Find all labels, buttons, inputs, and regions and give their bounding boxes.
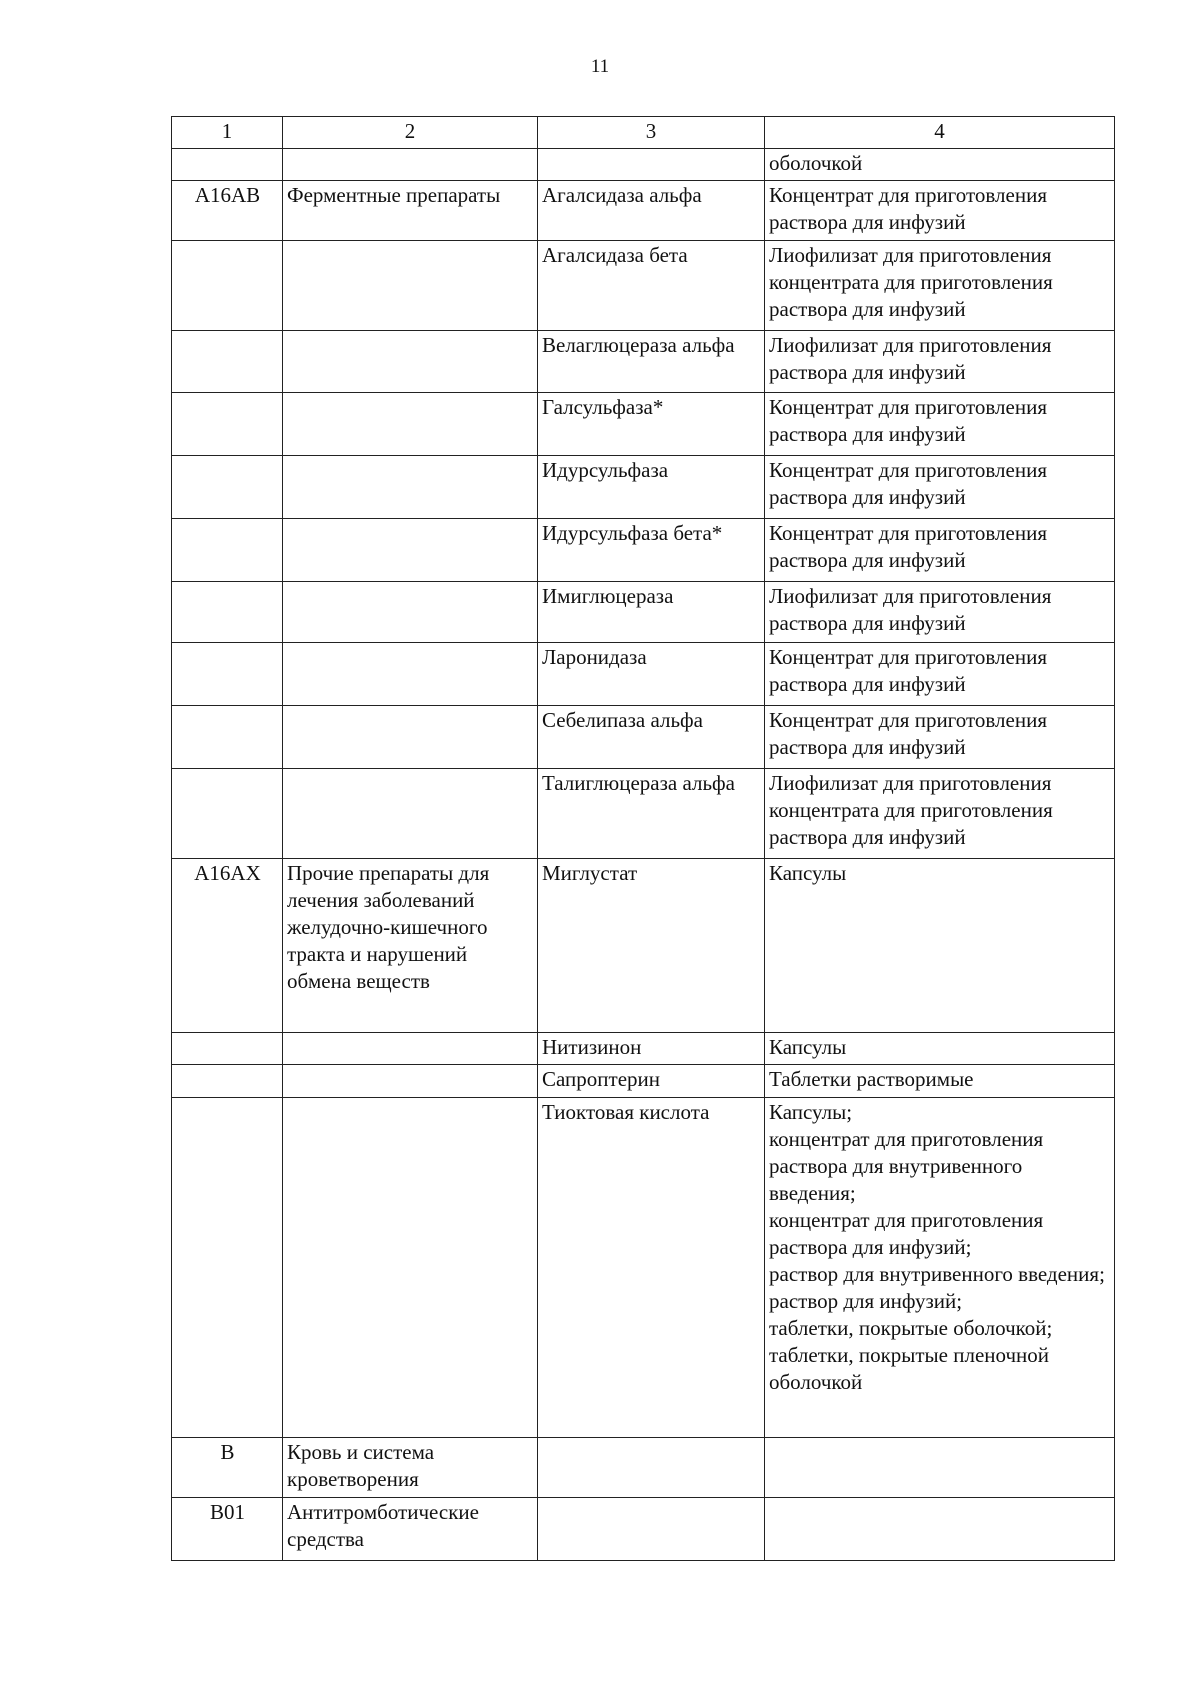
group-name-cell xyxy=(283,456,538,519)
dosage-form-cell: Концентрат для приготовления раствора для инфузий xyxy=(765,519,1115,582)
dosage-form-cell xyxy=(765,1498,1115,1561)
table-row xyxy=(172,456,1115,519)
atc-code-cell xyxy=(172,456,283,519)
atc-code-cell: B01 xyxy=(172,1498,283,1561)
dosage-form-cell: Лиофилизат для приготовления концентрата для приготовления раствора для инфузий xyxy=(765,241,1115,331)
dosage-form-cell: Концентрат для приготовления раствора для инфузий xyxy=(765,181,1115,241)
dosage-form-cell: Концентрат для приготовления раствора для инфузий xyxy=(765,393,1115,456)
group-name-cell: Антитромботические средства xyxy=(283,1498,538,1561)
drug-name-cell: Идурсульфаза бета* xyxy=(538,519,765,582)
atc-code-cell xyxy=(172,331,283,393)
dosage-form-cell: Лиофилизат для приготовления раствора для инфузий xyxy=(765,331,1115,393)
table-row xyxy=(172,331,1115,393)
drug-name-cell: Тиоктовая кислота xyxy=(538,1098,765,1438)
table-row xyxy=(172,1098,1115,1438)
table-row xyxy=(172,1033,1115,1065)
drug-name-cell xyxy=(538,1498,765,1561)
atc-code-cell xyxy=(172,1098,283,1438)
atc-code-cell xyxy=(172,769,283,859)
atc-code-cell xyxy=(172,582,283,643)
atc-code-cell xyxy=(172,241,283,331)
atc-code-cell xyxy=(172,1065,283,1098)
table-row xyxy=(172,241,1115,331)
dosage-form-cell: Капсулы xyxy=(765,859,1115,1033)
drug-name-cell: Сапроптерин xyxy=(538,1065,765,1098)
drug-name-cell: Талиглюцераза альфа xyxy=(538,769,765,859)
drug-name-cell: Себелипаза альфа xyxy=(538,706,765,769)
atc-code-cell xyxy=(172,149,283,181)
atc-code-cell xyxy=(172,643,283,706)
group-name-cell xyxy=(283,582,538,643)
table-row xyxy=(172,706,1115,769)
atc-code-cell xyxy=(172,1033,283,1065)
group-name-cell xyxy=(283,643,538,706)
table-row xyxy=(172,1498,1115,1561)
group-name-cell xyxy=(283,706,538,769)
dosage-form-cell: Капсулы; концентрат для приготовления раствора для внутривенного введения; концентрат для приготовления раствора для инфузий; раствор для внутривенного введения; раствор для инфузий; таблетки, покрытые оболочкой; таблетки, покрытые пленочной оболочкой xyxy=(765,1098,1115,1438)
dosage-form-cell: оболочкой xyxy=(765,149,1115,181)
header-col-4: 4 xyxy=(765,117,1115,149)
atc-code-cell xyxy=(172,706,283,769)
group-name-cell xyxy=(283,769,538,859)
dosage-form-cell xyxy=(765,1438,1115,1498)
drug-name-cell: Идурсульфаза xyxy=(538,456,765,519)
header-row xyxy=(172,117,1115,149)
dosage-form-cell: Лиофилизат для приготовления раствора для инфузий xyxy=(765,582,1115,643)
group-name-cell xyxy=(283,241,538,331)
group-name-cell xyxy=(283,1098,538,1438)
table-row xyxy=(172,643,1115,706)
medication-table xyxy=(171,116,1115,1561)
atc-code-cell: B xyxy=(172,1438,283,1498)
table-row xyxy=(172,181,1115,241)
group-name-cell xyxy=(283,393,538,456)
header-col-2: 2 xyxy=(283,117,538,149)
drug-name-cell: Миглустат xyxy=(538,859,765,1033)
drug-name-cell: Галсульфаза* xyxy=(538,393,765,456)
group-name-cell: Ферментные препараты xyxy=(283,181,538,241)
drug-name-cell: Имиглюцераза xyxy=(538,582,765,643)
header-col-1: 1 xyxy=(172,117,283,149)
page-number: 11 xyxy=(590,56,610,77)
table-row xyxy=(172,769,1115,859)
atc-code-cell xyxy=(172,393,283,456)
dosage-form-cell: Концентрат для приготовления раствора для инфузий xyxy=(765,643,1115,706)
drug-name-cell: Ларонидаза xyxy=(538,643,765,706)
group-name-cell xyxy=(283,1033,538,1065)
table-row xyxy=(172,1065,1115,1098)
table-row xyxy=(172,1438,1115,1498)
atc-code-cell: A16AB xyxy=(172,181,283,241)
drug-name-cell xyxy=(538,149,765,181)
atc-code-cell: A16AX xyxy=(172,859,283,1033)
drug-name-cell: Агалсидаза бета xyxy=(538,241,765,331)
table-row xyxy=(172,859,1115,1033)
drug-name-cell: Агалсидаза альфа xyxy=(538,181,765,241)
table-row xyxy=(172,149,1115,181)
dosage-form-cell: Капсулы xyxy=(765,1033,1115,1065)
header-col-3: 3 xyxy=(538,117,765,149)
dosage-form-cell: Концентрат для приготовления раствора для инфузий xyxy=(765,456,1115,519)
dosage-form-cell: Лиофилизат для приготовления концентрата для приготовления раствора для инфузий xyxy=(765,769,1115,859)
group-name-cell: Прочие препараты для лечения заболеваний желудочно-кишечного тракта и нарушений обмена веществ xyxy=(283,859,538,1033)
table-body xyxy=(172,149,1115,1561)
drug-name-cell xyxy=(538,1438,765,1498)
group-name-cell xyxy=(283,331,538,393)
dosage-form-cell: Концентрат для приготовления раствора для инфузий xyxy=(765,706,1115,769)
drug-name-cell: Нитизинон xyxy=(538,1033,765,1065)
table-row xyxy=(172,519,1115,582)
group-name-cell xyxy=(283,149,538,181)
atc-code-cell xyxy=(172,519,283,582)
drug-name-cell: Велаглюцераза альфа xyxy=(538,331,765,393)
group-name-cell xyxy=(283,1065,538,1098)
table-row xyxy=(172,393,1115,456)
dosage-form-cell: Таблетки растворимые xyxy=(765,1065,1115,1098)
group-name-cell: Кровь и система кроветворения xyxy=(283,1438,538,1498)
group-name-cell xyxy=(283,519,538,582)
table-row xyxy=(172,582,1115,643)
